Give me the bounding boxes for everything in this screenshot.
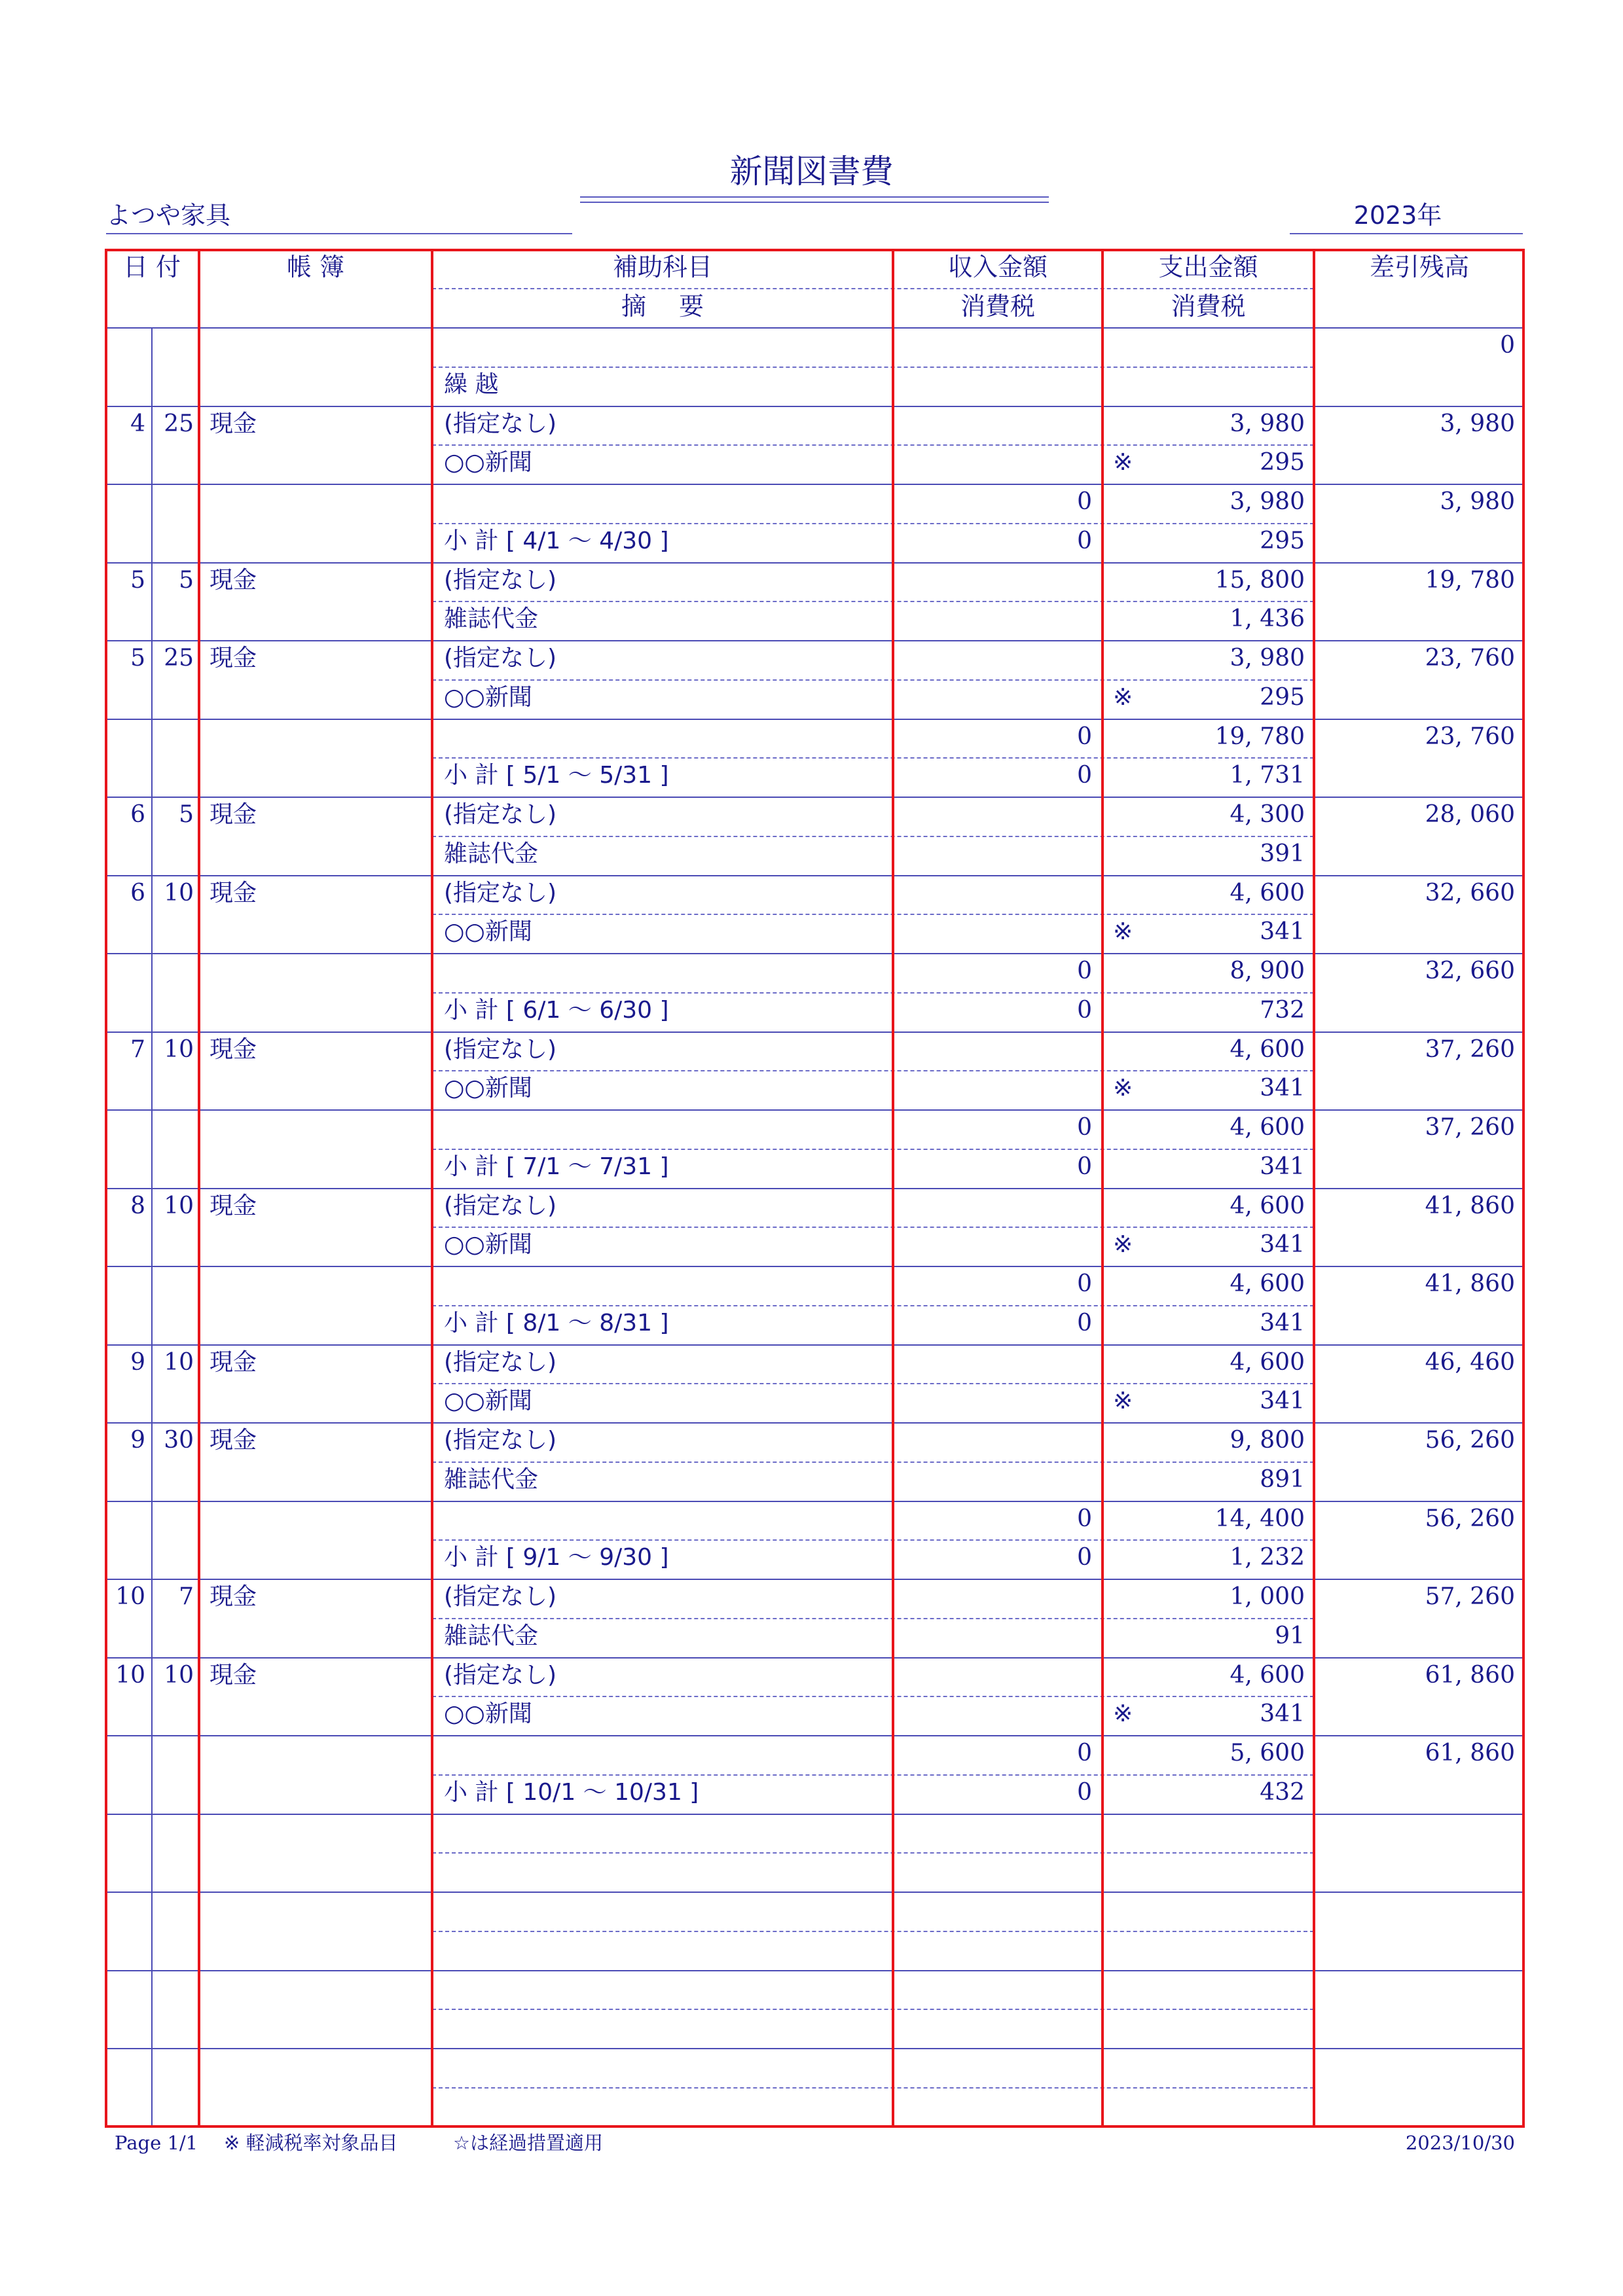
entry-day: 10 xyxy=(164,879,194,906)
entry-book: 現金 xyxy=(210,1661,257,1689)
entry-description: 小 計 [ 7/1 ～ 7/31 ] xyxy=(444,1153,669,1180)
entry-expense-tax: 1, 436 xyxy=(1230,605,1305,633)
reduced-tax-mark: ※ xyxy=(1113,918,1133,946)
entry-expense: 4, 600 xyxy=(1230,1661,1305,1689)
entry-month: 10 xyxy=(115,1661,145,1689)
entry-sub-account: (指定なし) xyxy=(444,1427,557,1454)
entry-book: 現金 xyxy=(210,566,257,594)
entry-expense-tax: 341 xyxy=(1260,1075,1305,1102)
entry-sub-account: (指定なし) xyxy=(444,1192,557,1219)
entry-income-tax: 0 xyxy=(1077,1544,1092,1571)
reduced-tax-mark: ※ xyxy=(1113,1231,1133,1259)
year-underline xyxy=(1290,233,1523,234)
entry-book: 現金 xyxy=(210,801,257,828)
entry-month: 5 xyxy=(130,645,145,672)
entry-book: 現金 xyxy=(210,1192,257,1219)
entry-balance: 57, 260 xyxy=(1425,1583,1515,1610)
ledger-table xyxy=(105,249,1525,2128)
reduced-tax-note: ※ 軽減税率対象品目 xyxy=(224,2132,398,2154)
entry-expense: 19, 780 xyxy=(1214,723,1305,750)
entry-income: 0 xyxy=(1077,488,1092,515)
header-date: 日 付 xyxy=(122,253,181,281)
entry-description: 雑誌代金 xyxy=(444,605,539,633)
entry-description: ○○新聞 xyxy=(444,1700,532,1728)
company-underline xyxy=(106,233,572,234)
entry-month: 4 xyxy=(130,410,145,437)
entry-balance: 32, 660 xyxy=(1425,879,1515,906)
entry-balance: 61, 860 xyxy=(1425,1740,1515,1767)
print-date: 2023/10/30 xyxy=(1405,2132,1515,2154)
entry-expense: 1, 000 xyxy=(1230,1583,1305,1610)
title-underline-double xyxy=(580,202,1049,203)
entry-expense-tax: 341 xyxy=(1260,1309,1305,1336)
entry-month: 8 xyxy=(130,1192,145,1219)
entry-month: 5 xyxy=(130,566,145,594)
entry-expense: 15, 800 xyxy=(1214,566,1305,594)
entry-description: ○○新聞 xyxy=(444,1231,532,1259)
entry-income-tax: 0 xyxy=(1077,1153,1092,1180)
entry-description: ○○新聞 xyxy=(444,1075,532,1102)
entry-expense: 4, 600 xyxy=(1230,1114,1305,1141)
entry-expense: 3, 980 xyxy=(1230,410,1305,437)
entry-day: 25 xyxy=(164,410,194,437)
entry-description: 雑誌代金 xyxy=(444,1622,539,1649)
entry-balance: 56, 260 xyxy=(1425,1427,1515,1454)
entry-expense-tax: 891 xyxy=(1260,1465,1305,1493)
entry-description: 繰 越 xyxy=(444,370,499,398)
header-expense: 支出金額 xyxy=(1158,253,1258,281)
entry-book: 現金 xyxy=(210,1427,257,1454)
entry-description: ○○新聞 xyxy=(444,683,532,711)
entry-expense: 4, 600 xyxy=(1230,1348,1305,1376)
entry-description: 雑誌代金 xyxy=(444,1465,539,1493)
entry-balance: 3, 980 xyxy=(1440,488,1515,515)
title-underline xyxy=(580,196,1049,198)
entry-income: 0 xyxy=(1077,1114,1092,1141)
entry-balance: 56, 260 xyxy=(1425,1505,1515,1532)
entry-expense-tax: 295 xyxy=(1260,683,1305,711)
entry-expense-tax: 341 xyxy=(1260,1388,1305,1415)
reduced-tax-mark: ※ xyxy=(1113,1388,1133,1415)
entry-income: 0 xyxy=(1077,958,1092,984)
entry-income: 0 xyxy=(1077,1740,1092,1767)
entry-book: 現金 xyxy=(210,410,257,437)
entry-expense: 4, 300 xyxy=(1230,801,1305,828)
entry-book: 現金 xyxy=(210,1035,257,1063)
entry-expense: 3, 980 xyxy=(1230,645,1305,672)
entry-balance: 28, 060 xyxy=(1425,801,1515,828)
entry-description: 小 計 [ 10/1 ～ 10/31 ] xyxy=(444,1778,699,1806)
entry-month: 9 xyxy=(130,1427,145,1454)
column-divider-date xyxy=(198,249,200,2128)
reduced-tax-mark: ※ xyxy=(1113,683,1133,711)
entry-book: 現金 xyxy=(210,645,257,672)
entry-expense-tax: 91 xyxy=(1275,1622,1305,1649)
entry-day: 25 xyxy=(164,645,194,672)
entry-description: 小 計 [ 6/1 ～ 6/30 ] xyxy=(444,996,669,1024)
entry-balance: 23, 760 xyxy=(1425,723,1515,750)
entry-expense-tax: 295 xyxy=(1260,449,1305,476)
entry-month: 10 xyxy=(115,1583,145,1610)
entry-balance: 0 xyxy=(1500,332,1515,359)
entry-expense: 4, 600 xyxy=(1230,1035,1305,1063)
header-description: 摘 要 xyxy=(621,292,704,321)
entry-month: 9 xyxy=(130,1348,145,1376)
entry-expense: 8, 900 xyxy=(1230,958,1305,984)
entry-book: 現金 xyxy=(210,1583,257,1610)
ledger-frame xyxy=(105,249,1525,2128)
entry-day: 10 xyxy=(164,1192,194,1219)
entry-balance: 46, 460 xyxy=(1425,1348,1515,1376)
entry-day: 10 xyxy=(164,1661,194,1689)
entry-expense-tax: 295 xyxy=(1260,527,1305,554)
entry-balance: 23, 760 xyxy=(1425,645,1515,672)
entry-expense: 14, 400 xyxy=(1214,1505,1305,1532)
entry-sub-account: (指定なし) xyxy=(444,1583,557,1610)
entry-sub-account: (指定なし) xyxy=(444,566,557,594)
entry-sub-account: (指定なし) xyxy=(444,1348,557,1376)
entry-day: 30 xyxy=(164,1427,194,1454)
entry-expense: 4, 600 xyxy=(1230,879,1305,906)
entry-day: 5 xyxy=(179,801,194,828)
entry-description: 小 計 [ 5/1 ～ 5/31 ] xyxy=(444,762,669,789)
entry-expense: 3, 980 xyxy=(1230,488,1305,515)
entry-expense-tax: 341 xyxy=(1260,1153,1305,1180)
header-book: 帳 簿 xyxy=(286,253,345,281)
entry-balance: 3, 980 xyxy=(1440,410,1515,437)
entry-description: ○○新聞 xyxy=(444,449,532,476)
reduced-tax-mark: ※ xyxy=(1113,1700,1133,1728)
reduced-tax-mark: ※ xyxy=(1113,449,1133,476)
entry-day: 5 xyxy=(179,566,194,594)
entry-expense: 4, 600 xyxy=(1230,1192,1305,1219)
entry-expense: 5, 600 xyxy=(1230,1740,1305,1767)
entry-expense: 4, 600 xyxy=(1230,1270,1305,1297)
entry-description: ○○新聞 xyxy=(444,918,532,946)
entry-balance: 41, 860 xyxy=(1425,1192,1515,1219)
entry-balance: 41, 860 xyxy=(1425,1270,1515,1297)
entry-day: 7 xyxy=(179,1583,194,1610)
entry-description: 雑誌代金 xyxy=(444,840,539,867)
entry-book: 現金 xyxy=(210,1348,257,1376)
entry-income: 0 xyxy=(1077,1270,1092,1297)
entry-sub-account: (指定なし) xyxy=(444,645,557,672)
entry-description: 小 計 [ 8/1 ～ 8/31 ] xyxy=(444,1309,669,1336)
page-title: 新聞図書費 xyxy=(729,152,894,190)
entry-sub-account: (指定なし) xyxy=(444,879,557,906)
entry-description: 小 計 [ 4/1 ～ 4/30 ] xyxy=(444,527,669,554)
entry-income-tax: 0 xyxy=(1077,1309,1092,1336)
entry-balance: 37, 260 xyxy=(1425,1114,1515,1141)
entry-balance: 19, 780 xyxy=(1425,566,1515,594)
entry-description: 小 計 [ 9/1 ～ 9/30 ] xyxy=(444,1544,669,1571)
entry-expense-tax: 1, 232 xyxy=(1230,1544,1305,1571)
entry-expense-tax: 1, 731 xyxy=(1230,762,1305,789)
entry-expense: 9, 800 xyxy=(1230,1427,1305,1454)
entry-sub-account: (指定なし) xyxy=(444,1035,557,1063)
transitional-note: ☆は経過措置適用 xyxy=(453,2132,603,2154)
entry-expense-tax: 341 xyxy=(1260,1231,1305,1259)
page-number: Page 1/1 xyxy=(115,2132,198,2154)
entry-day: 10 xyxy=(164,1035,194,1063)
company-name: よつや家具 xyxy=(106,201,231,230)
fiscal-year: 2023年 xyxy=(1353,201,1442,230)
entry-income-tax: 0 xyxy=(1077,527,1092,554)
entry-expense-tax: 341 xyxy=(1260,918,1305,946)
entry-balance: 61, 860 xyxy=(1425,1661,1515,1689)
column-divider-book xyxy=(431,249,433,2128)
header-balance: 差引残高 xyxy=(1369,253,1469,281)
entry-expense-tax: 391 xyxy=(1260,840,1305,867)
column-divider-expense xyxy=(1313,249,1315,2128)
entry-sub-account: (指定なし) xyxy=(444,410,557,437)
entry-month: 6 xyxy=(130,879,145,906)
entry-expense-tax: 732 xyxy=(1260,996,1305,1024)
entry-sub-account: (指定なし) xyxy=(444,1661,557,1689)
entry-month: 7 xyxy=(130,1035,145,1063)
reduced-tax-mark: ※ xyxy=(1113,1075,1133,1102)
header-income-tax: 消費税 xyxy=(960,292,1035,321)
header-sub-account: 補助科目 xyxy=(612,253,712,281)
entry-description: ○○新聞 xyxy=(444,1388,532,1415)
entry-income-tax: 0 xyxy=(1077,762,1092,789)
header-income: 収入金額 xyxy=(947,253,1048,281)
entry-book: 現金 xyxy=(210,879,257,906)
header-expense-tax: 消費税 xyxy=(1171,292,1246,321)
entry-balance: 32, 660 xyxy=(1425,958,1515,984)
entry-income-tax: 0 xyxy=(1077,996,1092,1024)
entry-expense-tax: 341 xyxy=(1260,1700,1305,1728)
entry-month: 6 xyxy=(130,801,145,828)
entry-balance: 37, 260 xyxy=(1425,1035,1515,1063)
entry-day: 10 xyxy=(164,1348,194,1376)
entry-sub-account: (指定なし) xyxy=(444,801,557,828)
entry-expense-tax: 432 xyxy=(1260,1778,1305,1806)
entry-income: 0 xyxy=(1077,723,1092,750)
entry-income: 0 xyxy=(1077,1505,1092,1532)
entry-income-tax: 0 xyxy=(1077,1778,1092,1806)
